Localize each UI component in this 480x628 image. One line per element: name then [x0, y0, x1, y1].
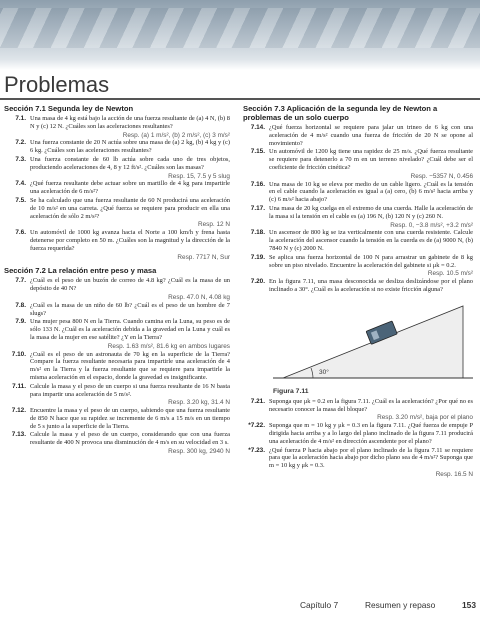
problem-text: Una fuerza constante de 20 N actúa sobre una masa de (a) 2 kg, (b) 4 kg y (c) 6 kg. ¿Cuáles son las aceleraciones resultantes?: [30, 139, 230, 155]
problem-text: Una masa de 20 kg cuelga en el extremo de una cuerda. Halle la aceleración de la masa si la tensión en el cable es (a) 196 N, (b) 120 N y (c) 260 N.: [269, 204, 473, 220]
problem-answer: Resp. 3.20 kg, 31.4 N: [168, 399, 230, 407]
problem-answer: Resp. 12 N: [198, 221, 230, 229]
problem-item: [4, 180, 230, 196]
problem-item: [4, 302, 230, 318]
problem-text: Una mujer pesa 800 N en la Tierra. Cuando camina en la Luna, su peso es de sólo 133 N. ¿Cuál es la aceleración debida a la gravedad en la Luna y cuál es la masa de la mujer en ese satélite? ¿Y en la Tierra?: [30, 318, 230, 341]
problem-text: Se ha calculado que una fuerza resultante de 60 N producirá una aceleración de 10 m/s² en una carreta. ¿Qué fuerza se requiere para producir en ella una aceleración de sólo 2 m/s²?: [30, 196, 230, 220]
problem-text: ¿Cuál es la masa de un niño de 60 lb? ¿Cuál es el peso de un hombre de 7 slugs?: [30, 301, 230, 317]
problem-answer: Resp. 15, 7.5 y 5 slug: [168, 172, 230, 180]
section-7-3-problems: [243, 124, 473, 294]
problem-number: 7.4.: [15, 180, 26, 188]
problem-item: [243, 254, 473, 270]
problem-number: 7.6.: [15, 229, 26, 237]
problem-item: [4, 407, 230, 430]
angle-label: 30°: [319, 368, 329, 376]
problem-number: 7.19.: [250, 253, 265, 261]
problem-text: Calcule la masa y el peso de un cuerpo si una fuerza resultante de 16 N basta para impartir una aceleración de 5 m/s².: [30, 382, 230, 398]
problem-text: Un ascensor de 800 kg se iza verticalmente con una cuerda resistente. Calcule la aceleración del ascensor cuando la tensión en la cuerda es de (a) 9000 N, (b) 7840 N y (c) 2000 N.: [269, 229, 473, 252]
problem-item: [243, 447, 473, 470]
problem-text: ¿Cuál es el peso de un buzón de correo de 4.8 kg? ¿Cuál es la masa de un depósito de 40 N?: [30, 277, 230, 293]
footer-section: Resumen y repaso: [364, 600, 436, 610]
problem-answer: Resp. 0, −3.8 m/s², +3.2 m/s²: [390, 221, 473, 229]
problem-number: 7.16.: [250, 180, 265, 188]
problem-text: Una masa de 10 kg se eleva por medio de un cable ligero. ¿Cuál es la tensión en el cable cuando la aceleración es igual a (a) cero, (b) 6 m/s² hacia arriba y (c) 6 m/s² hacia abajo?: [269, 180, 473, 204]
problem-text: Suponga que m = 10 kg y μk = 0.3 en la figura 7.11. ¿Qué fuerza de empuje P dirigida hacia arriba y a lo largo del plano inclinado de la figura 7.11 producirá una aceleración de 4 m/s² en dirección ascendente por el plano?: [269, 422, 473, 445]
problem-item: [4, 277, 230, 293]
problem-number: 7.8.: [15, 301, 26, 309]
problem-number: 7.15.: [250, 148, 265, 156]
problem-number: 7.12.: [11, 407, 26, 415]
problem-text: Calcule la masa y el peso de un cuerpo, considerando que con una fuerza resultante de 400 N provoca una disminución de 4 m/s en su velocidad en 3 s.: [30, 431, 230, 447]
footer-chapter: Capítulo 7: [300, 600, 339, 610]
problem-item: [4, 431, 230, 447]
section-7-1-problems: [4, 115, 230, 261]
problem-text: Se aplica una fuerza horizontal de 100 N para arrastrar un gabinete de 8 kg sobre un piso nivelado. Encuentre la aceleración del gabinete si μk = 0.2.: [269, 253, 473, 269]
problem-answer: Resp. −5357 N, 0.456: [410, 172, 473, 180]
problem-answer: Resp. 10.5 m/s²: [427, 270, 473, 278]
problem-number: 7.3.: [15, 155, 26, 163]
problem-item: [243, 422, 473, 445]
problem-item: [4, 318, 230, 341]
problem-item: [243, 124, 473, 147]
problem-number: 7.5.: [15, 196, 26, 204]
problem-answer: Resp. 1.63 m/s², 81.6 kg en ambos lugares: [107, 342, 230, 350]
problem-number: 7.11.: [12, 382, 26, 390]
problem-number: 7.13.: [11, 431, 26, 439]
problem-item: [243, 148, 473, 171]
section-7-2-problems: [4, 277, 230, 456]
section-7-3-problems-continued: [243, 398, 473, 479]
problem-text: ¿Cuál es el peso de un astronauta de 70 kg en la superficie de la Tierra? Compare la fuerza resultante necesaria para impartirle una aceleración de 4 m/s² en la Tierra y la fuerza resultante que se requiere para impartirle la misma aceleración en el espacio, donde la gravedad es insignificante.: [30, 350, 230, 381]
section-heading-7-1: Sección 7.1 Segunda ley de Newton: [4, 104, 134, 113]
problem-number: *7.23.: [248, 446, 265, 454]
title-divider: [0, 98, 480, 100]
problem-text: Una masa de 4 kg está bajo la acción de una fuerza resultante de (a) 4 N, (b) 8 N y (c) 12 N. ¿Cuáles son las aceleraciones resultantes?: [30, 115, 230, 130]
section-heading-7-2: Sección 7.2 La relación entre peso y masa: [4, 266, 157, 276]
problem-text: ¿Qué fuerza horizontal se requiere para jalar un trineo de 6 kg con una aceleración de 4 m/s² cuando una fuerza de fricción de 20 N se opone al movimiento?: [269, 124, 473, 147]
problem-item: [4, 197, 230, 220]
problem-item: [243, 229, 473, 252]
problem-number: 7.10.: [11, 350, 26, 358]
incline-diagram: [273, 296, 473, 386]
problem-number: *7.22.: [248, 422, 265, 430]
problem-number: 7.17.: [250, 204, 265, 212]
left-column: [4, 104, 230, 456]
problem-text: Un automóvil de 1200 kg tiene una rapidez de 25 m/s. ¿Qué fuerza resultante se requiere para detenerlo a 70 m en un terreno nivelado? ¿Cuál debe ser el coeficiente de fricción cinética?: [269, 148, 473, 171]
problem-number: 7.20.: [250, 278, 265, 286]
figure-caption: Figura 7.11: [273, 387, 309, 395]
problem-text: Encuentre la masa y el peso de un cuerpo, sabiendo que una fuerza resultante de 850 N hace que su rapidez se incremente de 6 m/s a 15 m/s en un tiempo de 5 s junto a la superficie de la Tierra.: [30, 407, 230, 430]
problem-number: 7.21.: [250, 397, 265, 405]
page-footer: [300, 600, 476, 610]
problem-text: ¿Qué fuerza resultante debe actuar sobre un martillo de 4 kg para impartirle una aceleración de 6 m/s²?: [30, 180, 230, 196]
problem-text: Un automóvil de 1000 kg avanza hacia el Norte a 100 km/h y frena hasta detenerse por completo en 50 m. ¿Cuáles son la magnitud y la dirección de la fuerza requerida?: [30, 229, 230, 252]
problem-number: 7.1.: [15, 115, 26, 122]
problem-number: 7.14.: [250, 124, 265, 131]
problem-answer: Resp. 7717 N, Sur: [177, 253, 230, 261]
problem-answer: Resp. 3.20 m/s², baja por el plano: [377, 414, 473, 422]
problem-item: [4, 115, 230, 131]
right-column: [243, 104, 473, 479]
problem-item: [4, 383, 230, 399]
section-heading-7-3: Sección 7.3 Aplicación de la segunda ley de Newton a problemas de un solo cuerpo: [243, 104, 438, 122]
problem-item: [4, 351, 230, 382]
problem-answer: Resp. 300 kg, 2940 N: [168, 448, 230, 456]
problem-answer: Resp. 47.0 N, 4.08 kg: [168, 293, 230, 301]
problem-item: [4, 156, 230, 172]
page-number: 153: [462, 600, 476, 610]
problem-item: [4, 229, 230, 252]
problem-number: 7.2.: [15, 139, 26, 147]
problem-item: [243, 205, 473, 221]
problem-number: 7.7.: [15, 277, 26, 285]
problem-number: 7.18.: [250, 229, 265, 237]
problem-item: [243, 181, 473, 204]
header-banner: [0, 0, 480, 70]
problem-text: Suponga que μk = 0.2 en la figura 7.11. ¿Cuál es la aceleración? ¿Por qué no es necesario conocer la masa del bloque?: [269, 397, 473, 413]
figure-7-11: [273, 296, 473, 396]
problem-item: [243, 278, 473, 294]
problem-text: Una fuerza constante de 60 lb actúa sobre cada uno de tres objetos, produciendo aceleraciones de 4, 8 y 12 ft/s². ¿Cuáles son las masas?: [30, 155, 230, 171]
problem-text: ¿Qué fuerza P hacia abajo por el plano inclinado de la figura 7.11 se requiere para que la aceleración hacia abajo por dicho plano sea de 4 m/s²? Suponga que m = 10 kg y μk = 0.3.: [269, 446, 473, 470]
problem-item: [4, 139, 230, 155]
problem-text: En la figura 7.11, una masa desconocida se desliza deslizándose por el plano inclinado a 30°. ¿Cuál es la aceleración si no existe fricción alguna?: [269, 278, 473, 293]
problem-number: 7.9.: [15, 318, 26, 326]
problem-item: [243, 398, 473, 414]
page-title: Problemas: [4, 72, 110, 97]
problem-answer: Resp. (a) 1 m/s², (b) 2 m/s², (c) 3 m/s²: [122, 131, 230, 139]
problem-answer: Resp. 16.5 N: [435, 470, 473, 478]
